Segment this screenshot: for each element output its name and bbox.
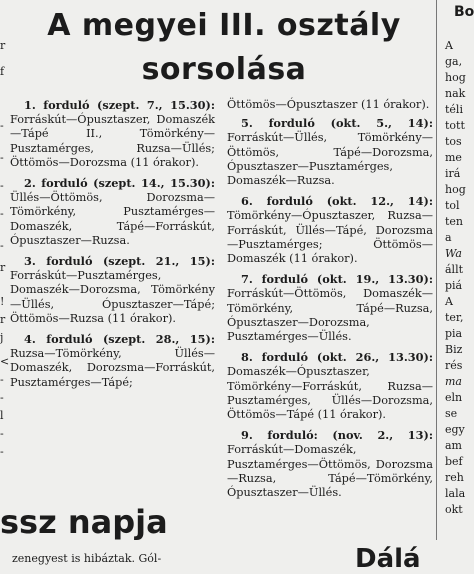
left-fragment: - xyxy=(0,373,4,386)
round-fixtures: Üllés—Öttömös, Dorozsma—Tömörkény, Pusztamérges—Domaszék, Tápé—Forráskút, Ópusztaszer—Ruzsa. xyxy=(10,191,215,247)
next-article-headline: ssz napja xyxy=(0,503,168,541)
right-fragment: okt xyxy=(445,503,463,516)
right-fragment: rés xyxy=(445,359,463,372)
right-fragment: A xyxy=(445,39,453,52)
round-fixtures: Domaszék—Ópusztaszer, Tömörkény—Forráskút, Ruzsa—Pusztamérges, Üllés—Dorozsma, Öttömös—Tápé (11 órakor). xyxy=(227,365,433,422)
right-fragment: reh xyxy=(445,471,464,484)
right-fragment: me xyxy=(445,151,462,164)
left-fragment: - xyxy=(0,391,4,404)
right-fragment: eln xyxy=(445,391,463,404)
article-title-line-1: A megyei III. osztály xyxy=(47,8,401,43)
right-margin-fragments xyxy=(440,0,474,565)
right-fragment: állt xyxy=(445,263,464,276)
right-fragment: téli xyxy=(445,103,463,116)
article-column-left xyxy=(10,98,215,396)
left-fragment: < xyxy=(0,355,10,368)
left-fragment: - xyxy=(0,119,4,132)
round-paragraph xyxy=(10,176,215,248)
left-fragment: - xyxy=(0,427,4,440)
right-fragment: lala xyxy=(445,487,466,500)
right-fragment: egy xyxy=(445,423,465,436)
left-fragment: - xyxy=(0,179,4,192)
round-fixtures: Forráskút—Pusztamérges, Domaszék—Dorozsma, Tömörkény—Üllés, Ópusztaszer—Tápé; Öttömös—Ruzsa (11 órakor). xyxy=(10,269,215,325)
round-heading: 5. forduló (okt. 5., 14): xyxy=(241,116,433,131)
round-fixtures: Forráskút—Ópusztaszer, Domaszék—Tápé II., Tömörkény—Pusztamérges, Ruzsa—Üllés; Öttömös—Dorozsma (11 órakor). xyxy=(10,113,215,169)
round-heading: 1. forduló (szept. 7., 15.30): xyxy=(24,98,215,112)
next-article-text: zenegyest is hibáztak. Gól- xyxy=(12,552,162,565)
round-heading: 2. forduló (szept. 14., 15.30): xyxy=(24,176,215,191)
right-fragment: tott xyxy=(445,119,465,132)
right-fragment: Biz xyxy=(445,343,463,356)
round-fixtures: Tömörkény—Ópusztaszer, Ruzsa—Forráskút, Üllés—Tápé, Dorozsma—Pusztamérges; Öttömös—Domaszék (11 órakor). xyxy=(227,209,433,266)
right-fragment: nak xyxy=(445,87,466,100)
round-fixtures: Ruzsa—Tömörkény, Üllés—Domaszék, Dorozsma—Forráskút, Pusztamérges—Tápé; xyxy=(10,347,215,389)
right-fragment: ten xyxy=(445,215,464,228)
round-fixtures: Forráskút—Öttömös, Domaszék—Tömörkény, Tápé—Ruzsa, Ópusztaszer—Dorozsma, Pusztamérges—Üllés. xyxy=(227,287,433,344)
next-article-headline-right: Dálá xyxy=(355,544,421,574)
right-fragment: pia xyxy=(445,327,463,340)
left-fragment: j xyxy=(0,331,4,344)
article-column-right xyxy=(227,98,433,506)
right-fragment: se xyxy=(445,407,458,420)
left-fragment: - xyxy=(0,151,4,164)
round-paragraph xyxy=(227,428,433,500)
round-heading: 9. forduló: (nov. 2., 13): xyxy=(241,428,433,443)
round-fixtures: Forráskút—Domaszék, Pusztamérges—Öttömös, Dorozsma—Ruzsa, Tápé—Tömörkény, Ópusztaszer—Üllés. xyxy=(227,443,433,500)
left-fragment: - xyxy=(0,239,4,252)
round-paragraph xyxy=(10,254,215,326)
article-title-line-2: sorsolása xyxy=(141,52,307,87)
right-fragment: irá xyxy=(445,167,461,180)
left-fragment: l xyxy=(0,409,4,422)
round-fixtures: Forráskút—Üllés, Tömörkény—Öttömös, Tápé—Dorozsma, Ópusztaszer—Pusztamérges, Domaszék—Ruzsa. xyxy=(227,131,433,188)
right-fragment: Wa xyxy=(445,247,462,260)
round-heading: 4. forduló (szept. 28., 15): xyxy=(24,332,215,347)
round-heading: 6. forduló (okt. 12., 14): xyxy=(241,194,433,209)
round-paragraph xyxy=(10,98,215,170)
right-fragment: bef xyxy=(445,455,463,468)
round-paragraph xyxy=(227,272,433,344)
round-paragraph xyxy=(227,350,433,422)
left-fragment: - xyxy=(0,207,4,220)
right-fragment: ga, xyxy=(445,55,463,68)
left-margin-fragments xyxy=(0,0,8,565)
left-fragment: r xyxy=(0,39,6,52)
left-fragment: r xyxy=(0,261,6,274)
right-fragment: piá xyxy=(445,279,463,292)
round-heading: 8. forduló (okt. 26., 13.30): xyxy=(241,350,433,365)
right-fragment: A xyxy=(445,295,453,308)
right-fragment: ter, xyxy=(445,311,464,324)
round-paragraph xyxy=(227,116,433,188)
right-headline-fragment: Bo xyxy=(454,4,474,20)
right-fragment: ma xyxy=(445,375,462,388)
left-fragment: ! xyxy=(0,295,5,308)
right-fragment: a xyxy=(445,231,452,244)
right-fragment: am xyxy=(445,439,462,452)
round-continuation: Öttömös—Ópusztaszer (11 órakor). xyxy=(227,98,430,111)
right-fragment: hog xyxy=(445,71,466,84)
round-paragraph xyxy=(10,332,215,390)
column-divider xyxy=(436,0,437,540)
round-paragraph xyxy=(227,194,433,266)
right-fragment: tos xyxy=(445,135,462,148)
right-fragment: tol xyxy=(445,199,460,212)
right-fragment: hog xyxy=(445,183,466,196)
left-fragment: - xyxy=(0,445,4,458)
left-fragment: f xyxy=(0,65,5,78)
round-heading: 7. forduló (okt. 19., 13.30): xyxy=(241,272,433,287)
left-fragment: r xyxy=(0,313,6,326)
round-heading: 3. forduló (szept. 21., 15): xyxy=(24,254,215,269)
